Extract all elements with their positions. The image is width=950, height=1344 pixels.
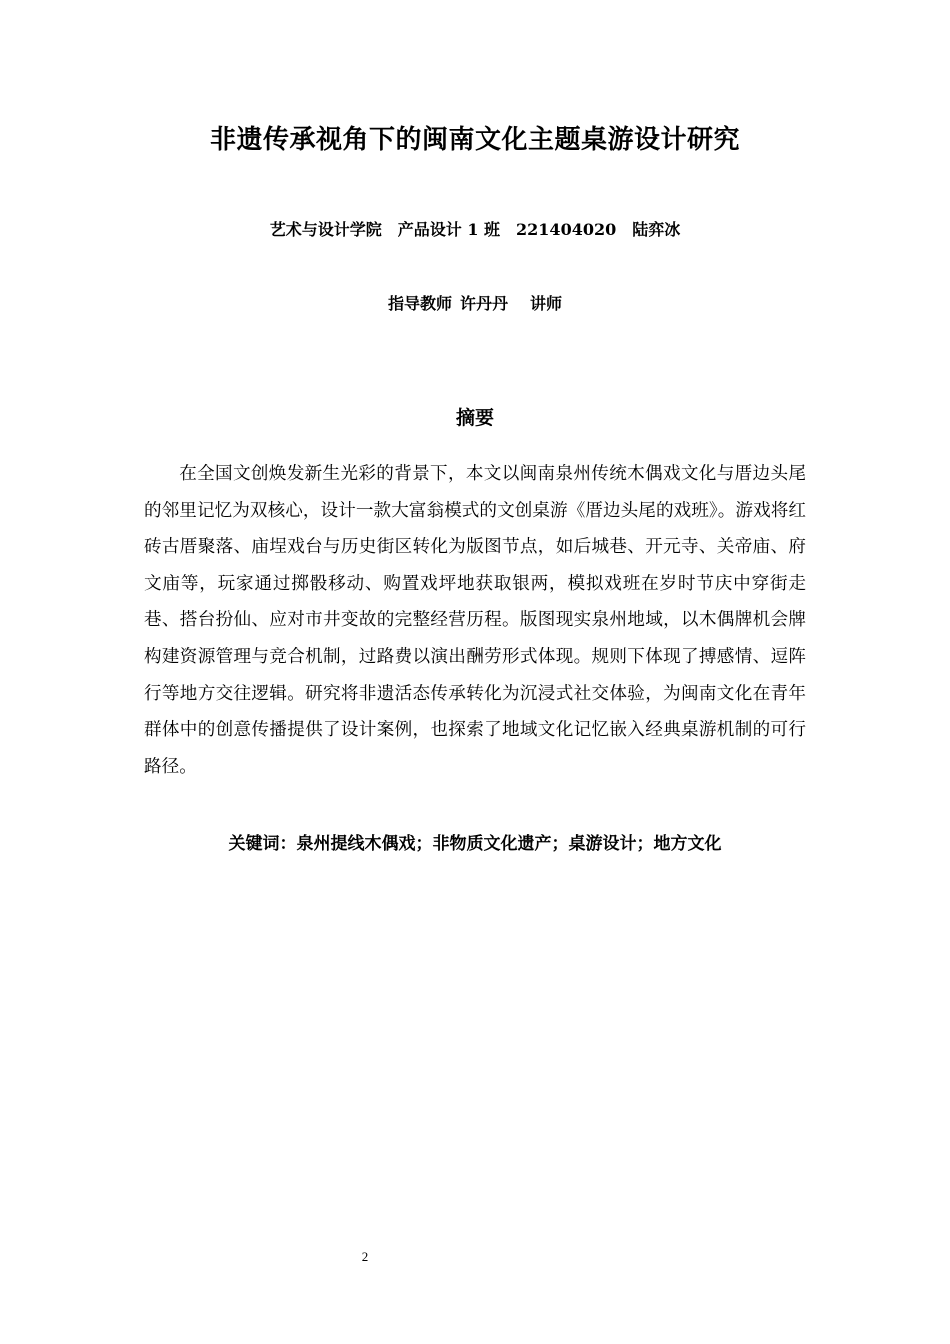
advisor-label: 指导教师 — [387, 294, 452, 313]
abstract-heading: 摘要 — [455, 407, 494, 429]
abstract-body: 在全国文创焕发新生光彩的背景下，本文以闽南泉州传统木偶戏文化与厝边头尾的邻里记忆为双核心，设计一款大富翁模式的文创桌游《厝边头尾的戏班》。游戏将红砖古厝聚落、庙埕戏台与历史街区转化为版图节点，如后城巷、开元寺、关帝庙、府文庙等，玩家通过掷骰移动、购置戏坪地获取银两，模拟戏班在岁时节庆中穿街走巷、搭台扮仙、应对市井变故的完整经营历程。版图现实泉州地域，以木偶牌机会牌构建资源管理与竞合机制，过路费以演出酬劳形式体现。规则下体现了搏感情、逗阵行等地方交往逻辑。研究将非遗活态传承转化为沉浸式社交体验，为闽南文化在青年群体中的创意传播提供了设计案例，也探索了地域文化记忆嵌入经典桌游机制的可行路径。 — [144, 464, 806, 777]
advisor-rank: 讲师 — [530, 294, 563, 313]
class-name: 产品设计 1 班 — [397, 220, 501, 239]
page-number: 2 — [361, 1249, 369, 1264]
advisor-name: 许丹丹 — [459, 294, 508, 313]
student-id: 221404020 — [516, 220, 617, 239]
keywords-line: 关键词：泉州提线木偶戏；非物质文化遗产；桌游设计；地方文化 — [228, 834, 722, 854]
author-name: 陆弈冰 — [632, 220, 681, 239]
document-title: 非遗传承视角下的闽南文化主题桌游设计研究 — [209, 125, 740, 155]
advisor-line — [0, 292, 950, 316]
author-line — [0, 218, 950, 242]
college-name: 艺术与设计学院 — [269, 220, 382, 239]
